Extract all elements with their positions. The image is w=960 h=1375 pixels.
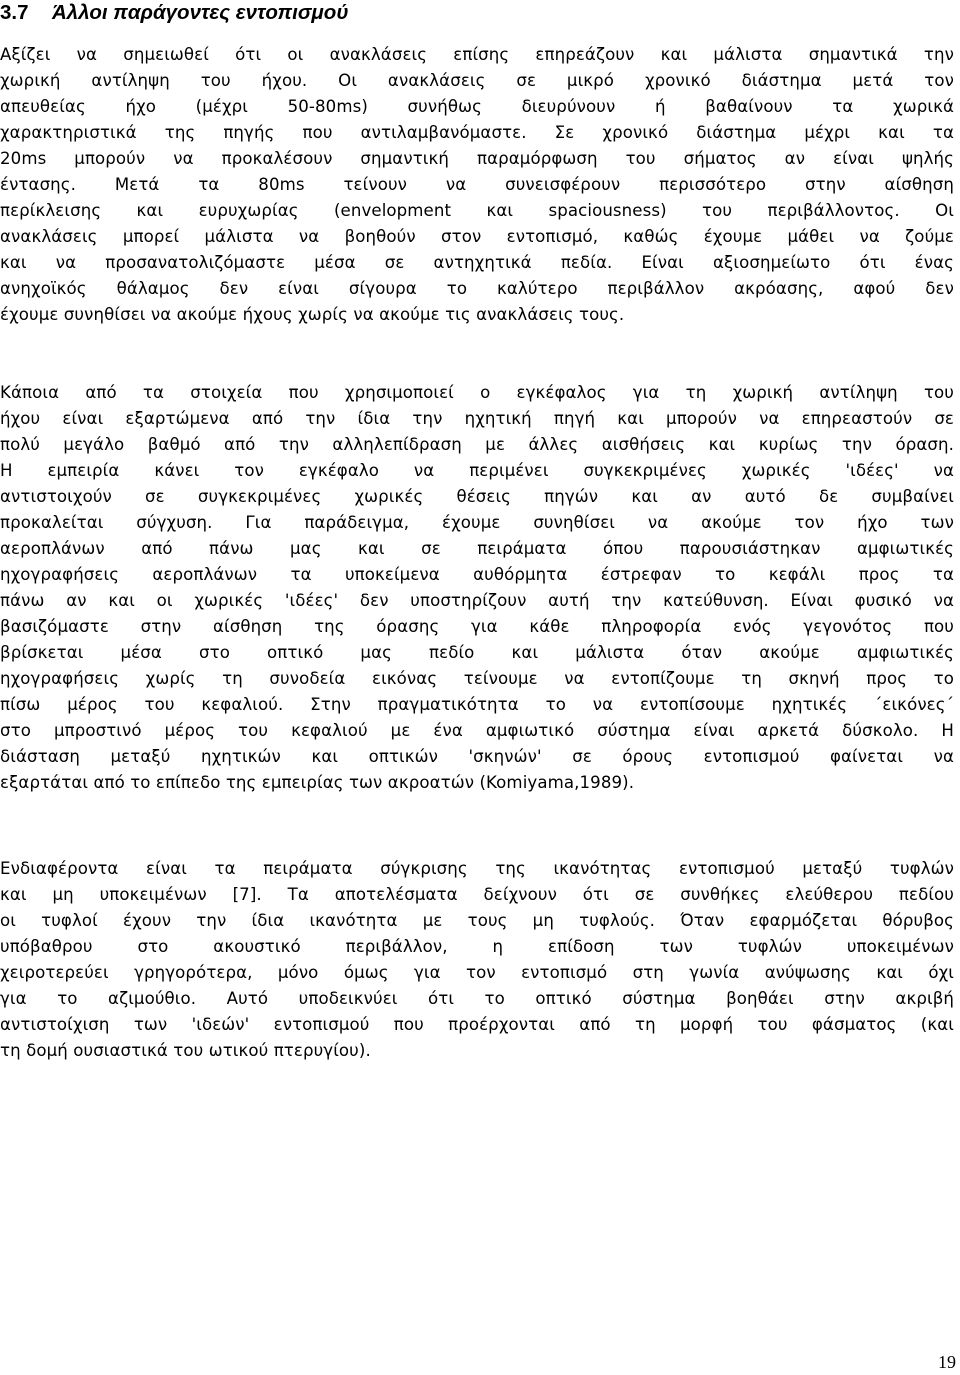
text-line: εξαρτάται από το επίπεδο της εμπειρίας των ακροατών (Komiyama,1989). — [0, 773, 635, 792]
section-number: 3.7 — [0, 1, 29, 24]
text-line: χειροτερεύει γρηγορότερα, μόνο όμως για τον εντοπισμό στη γωνία ανύψωσης και όχι — [0, 963, 954, 982]
text-line: προκαλείται σύγχυση. Για παράδειγμα, έχουμε συνηθίσει να ακούμε τον ήχο των — [0, 513, 954, 532]
text-line: 20ms μπορούν να προκαλέσουν σημαντική παραμόρφωση του σήματος αν είναι ψηλής — [0, 149, 954, 168]
text-line: ανακλάσεις μπορεί μάλιστα να βοηθούν στον εντοπισμό, καθώς έχουμε μάθει να ζούμε — [0, 227, 954, 246]
text-line: απευθείας ήχο (μέχρι 50-80ms) συνήθως διευρύνουν ή βαθαίνουν τα χωρικά — [0, 97, 954, 116]
text-line: αεροπλάνων από πάνω μας και σε πειράματα όπου παρουσιάστηκαν αμφιωτικές — [0, 539, 954, 558]
text-line: υπόβαθρου στο ακουστικό περιβάλλον, η επίδοση των τυφλών υποκειμένων — [0, 937, 954, 956]
text-line: χωρική αντίληψη του ήχου. Οι ανακλάσεις σε μικρό χρονικό διάστημα μετά τον — [0, 71, 954, 90]
text-line: ηχογραφήσεις χωρίς τη συνοδεία εικόνας τείνουμε να εντοπίζουμε τη σκηνή προς το — [0, 669, 954, 688]
text-line: περίκλεισης και ευρυχωρίας (envelopment και spaciousness) του περιβάλλοντος. Οι — [0, 201, 954, 220]
paragraph-spatial-cues — [0, 380, 954, 796]
text-line: ήχου είναι εξαρτώμενα από την ίδια την ηχητική πηγή και μπορούν να επηρεαστούν σε — [0, 409, 954, 428]
section-heading — [0, 0, 960, 30]
text-line: και μη υποκειμένων [7]. Τα αποτελέσματα δείχνουν ότι σε συνθήκες ελεύθερου πεδίου — [0, 885, 954, 904]
text-line: βρίσκεται μέσα στο οπτικό μας πεδίο και μάλιστα όταν ακούμε αμφιωτικές — [0, 643, 954, 662]
section-title: Άλλοι παράγοντες εντοπισμού — [52, 1, 349, 24]
text-line: και να προσανατολιζόμαστε μέσα σε αντηχητικά πεδία. Είναι αξιοσημείωτο ότι ένας — [0, 253, 954, 272]
text-line: έντασης. Μετά τα 80ms τείνουν να συνεισφέρουν περισσότερο στην αίσθηση — [0, 175, 954, 194]
text-line: έχουμε συνηθίσει να ακούμε ήχους χωρίς να ακούμε τις ανακλάσεις τους. — [0, 305, 625, 324]
text-line: στο μπροστινό μέρος του κεφαλιού με ένα αμφιωτικό σύστημα είναι αρκετά δύσκολο. Η — [0, 721, 954, 740]
text-line: Κάποια από τα στοιχεία που χρησιμοποιεί ο εγκέφαλος για τη χωρική αντίληψη του — [0, 383, 954, 402]
text-line: πάνω αν και οι χωρικές 'ιδέες' δεν υποστηρίζουν αυτή την κατεύθυνση. Είναι φυσικό να — [0, 591, 954, 610]
text-line: χαρακτηριστικά της πηγής που αντιλαμβανόμαστε. Σε χρονικό διάστημα μέχρι και τα — [0, 123, 954, 142]
paragraph-reflections — [0, 42, 954, 328]
text-line: τη δομή ουσιαστικά του ωτικού πτερυγίου). — [0, 1041, 371, 1060]
text-line: ανηχοϊκός θάλαμος δεν είναι σίγουρα το καλύτερο περιβάλλον ακρόασης, αφού δεν — [0, 279, 954, 298]
text-line: Η εμπειρία κάνει τον εγκέφαλο να περιμένει συγκεκριμένες χωρικές 'ιδέες' να — [0, 461, 954, 480]
text-line: αντιστοιχούν σε συγκεκριμένες χωρικές θέσεις πηγών και αν αυτό δε συμβαίνει — [0, 487, 954, 506]
text-line: πίσω μέρος του κεφαλιού. Στην πραγματικότητα το να εντοπίσουμε ηχητικές ΄εικόνες΄ — [0, 695, 954, 714]
text-line: οι τυφλοί έχουν την ίδια ικανότητα με τους μη τυφλούς. Όταν εφαρμόζεται θόρυβος — [0, 911, 954, 930]
text-line: ηχογραφήσεις αεροπλάνων τα υποκείμενα αυθόρμητα έστρεφαν το κεφάλι προς τα — [0, 565, 954, 584]
text-line: Αξίζει να σημειωθεί ότι οι ανακλάσεις επίσης επηρεάζουν και μάλιστα σημαντικά την — [0, 45, 954, 64]
text-line: πολύ μεγάλο βαθμό από την αλληλεπίδραση με άλλες αισθήσεις και κυρίως την όραση. — [0, 435, 954, 454]
text-line: για το αζιμούθιο. Αυτό υποδεικνύει ότι το οπτικό σύστημα βοηθάει στην ακριβή — [0, 989, 954, 1008]
text-line: βασιζόμαστε στην αίσθηση της όρασης για κάθε πληροφορία ενός γεγονότος που — [0, 617, 954, 636]
text-line: Ενδιαφέροντα είναι τα πειράματα σύγκρισης της ικανότητας εντοπισμού μεταξύ τυφλών — [0, 859, 954, 878]
text-line: αντιστοίχιση των 'ιδεών' εντοπισμού που προέρχονται από τη μορφή του φάσματος (και — [0, 1015, 954, 1034]
paragraph-blind-subjects — [0, 856, 954, 1064]
text-line: διάσταση μεταξύ ηχητικών και οπτικών 'σκηνών' σε όρους εντοπισμού φαίνεται να — [0, 747, 954, 766]
page-number: 19 — [938, 1352, 956, 1372]
